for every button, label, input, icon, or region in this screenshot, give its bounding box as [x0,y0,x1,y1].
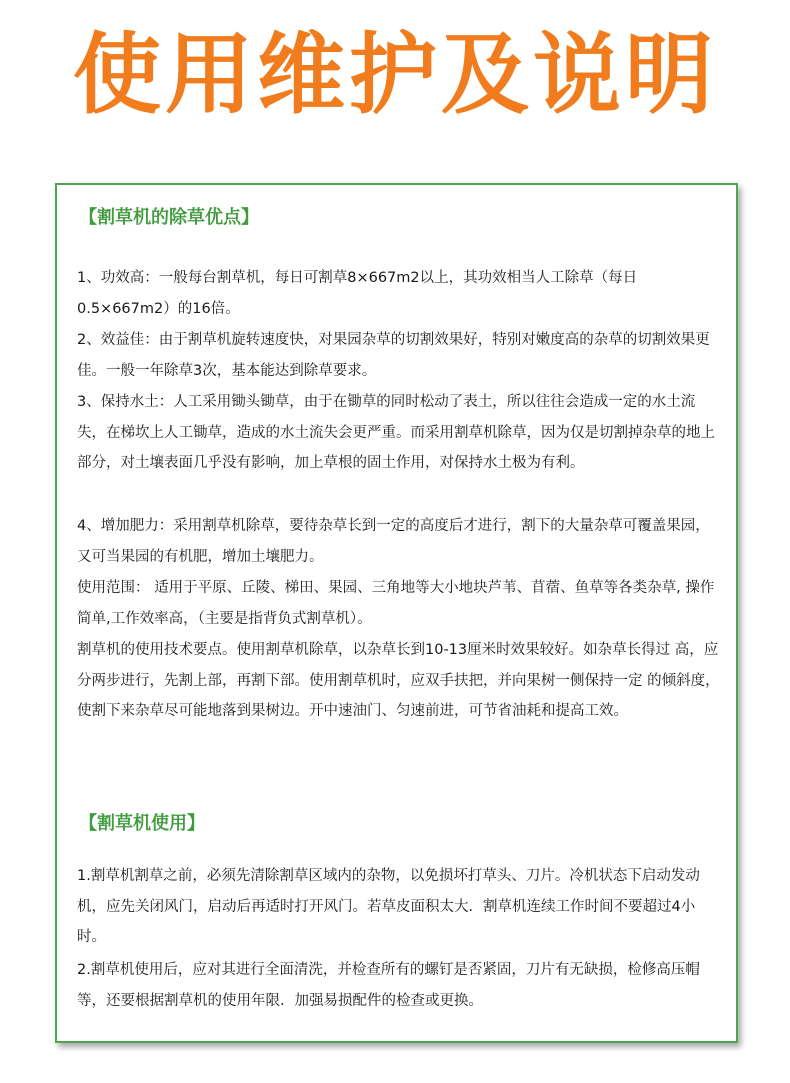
paragraph-fertility: 4、增加肥力：采用割草机除草，要待杂草长到一定的高度后才进行，割下的大量杂草可覆盖果园，又可当果园的有机肥，增加土壤肥力。 [77,518,710,565]
paragraph-benefit: 2、效益佳：由于割草机旋转速度快，对果园杂草的切割效果好，特别对嫩度高的杂草的切割效果更佳。一般一年除草3次，基本能达到除草要求。 [77,332,710,379]
paragraph-usage-scope: 使用范围： 适用于平原、丘陵、梯田、果园、三角地等大小地块芦苇、苜蓿、鱼草等各类杂草, 操作简单,工作效率高，（主要是指背负式割草机）。 [77,580,715,627]
paragraph-technique: 割草机的使用技术要点。使用割草机除草，以杂草长到10-13厘米时效果较好。如杂草长得过 高，应分两步进行，先割上部，再割下部。使用割草机时，应双手扶把，并向果树一侧保持一定 的倾斜度，使割下来杂草尽可能地落到果树边。开中速油门、匀速前进，可节省油耗和提高工效。 [77,642,720,719]
paragraph-after-mowing: 2.割草机使用后，应对其进行全面清洗，并检查所有的螺钉是否紧固，刀片有无缺损，检修高压帽等，还要根据割草机的使用年限．加强易损配件的检查或更换。 [77,962,700,1009]
content-card [55,183,738,1043]
page-title: 使用维护及说明 [72,23,717,126]
paragraph-soil-conservation: 3、保持水土：人工采用锄头锄草，由于在锄草的同时松动了表土，所以往往会造成一定的水土流失，在梯坎上人工锄草，造成的水土流失会更严重。而采用割草机除草，因为仅是切割掉杂草的地上部分，对土壤表面几乎没有影响，加上草根的固土作用，对保持水土极为有利。 [77,394,715,471]
paragraph-before-mowing: 1.割草机割草之前，必须先清除割草区域内的杂物，以免损坏打草头、刀片。冷机状态下启动发动机，应先关闭风门，启动后再适时打开风门。若草皮面积太大．割草机连续工作时间不要超过4小时。 [77,868,700,945]
section-heading-advantages: 【割草机的除草优点】 [79,207,259,228]
section-heading-usage: 【割草机使用】 [79,813,205,834]
paragraph-efficiency: 1、功效高：一般每台割草机，每日可割草8×667m2以上，其功效相当人工除草（每日0.5×667m2）的16倍。 [77,270,638,317]
